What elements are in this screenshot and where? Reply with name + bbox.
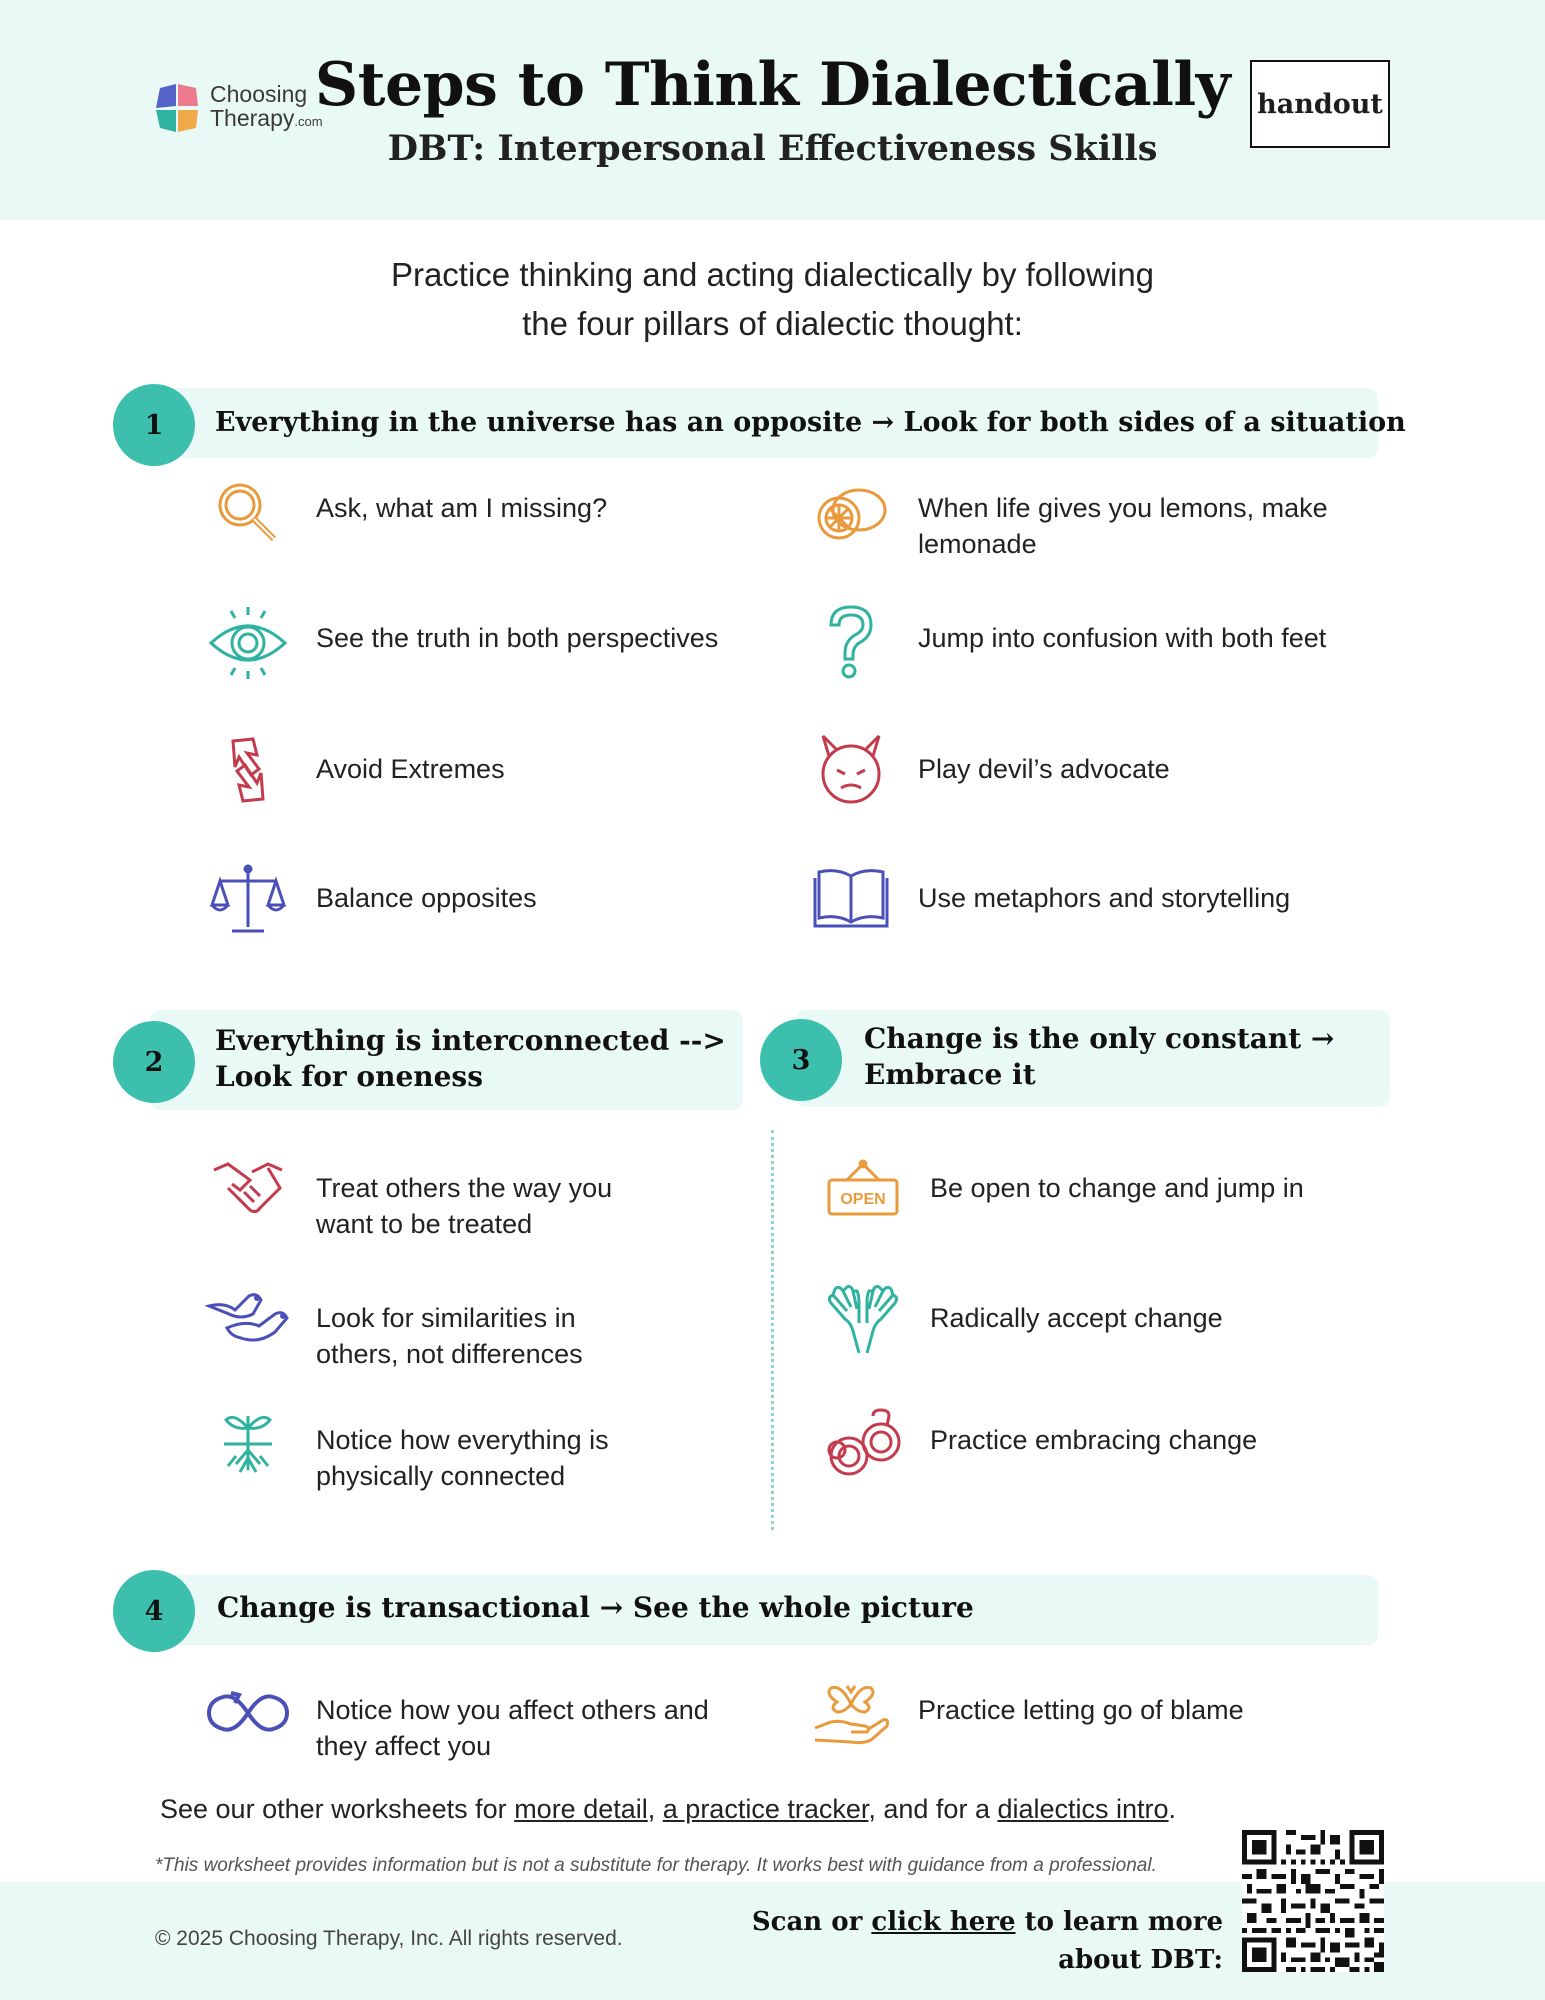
item-text (918, 490, 1358, 562)
scan-line-2: about DBT: (1058, 1945, 1223, 1975)
item-text (316, 1422, 696, 1494)
item-text: Practice letting go of blame (918, 1695, 1244, 1725)
links-suffix: . (1168, 1794, 1177, 1824)
question-mark-icon (808, 598, 894, 684)
scan-cta (752, 1903, 1223, 1979)
column-divider (771, 1130, 774, 1530)
intro-line-2: the four pillars of dialectic thought: (522, 305, 1023, 342)
item-text-line-2: want to be treated (316, 1209, 533, 1239)
scan-suffix: to learn more (1015, 1907, 1223, 1937)
dialectics-intro-link[interactable]: dialectics intro (997, 1794, 1169, 1824)
practice-tracker-link[interactable]: a practice tracker (662, 1794, 869, 1824)
item-text-line-1: Look for similarities in (316, 1303, 576, 1333)
links-sep: , and for a (868, 1794, 998, 1824)
section-3-heading-line-1: Change is the only constant → (864, 1022, 1335, 1055)
section-4-heading: Change is transactional → See the whole picture (217, 1591, 974, 1624)
item-text: Avoid Extremes (316, 754, 505, 784)
qr-code-icon[interactable] (1242, 1830, 1384, 1972)
logo-line-1: Choosing (210, 81, 308, 107)
logo-mark-icon (152, 82, 202, 134)
item-text: Be open to change and jump in (930, 1173, 1304, 1203)
logo-line-2: Therapy (210, 105, 295, 131)
open-hands-icon (820, 1278, 906, 1364)
section-4-number: 4 (113, 1570, 195, 1652)
item-text-line-2: they affect you (316, 1731, 492, 1761)
intro-line-1: Practice thinking and acting dialectically by following (390, 256, 1155, 293)
logo-com: .com (294, 114, 323, 129)
links-prefix: See our other worksheets for (160, 1794, 515, 1824)
devil-face-icon (808, 727, 894, 813)
item-text (316, 1170, 696, 1242)
disclaimer-text: *This worksheet provides information but is not a substitute for therapy. It works best with guidance from a professional. (155, 1855, 1157, 1876)
magnifying-glass-icon (205, 470, 291, 556)
page-subtitle: DBT: Interpersonal Effectiveness Skills (387, 128, 1158, 169)
choosing-therapy-logo[interactable] (152, 82, 323, 134)
infinity-loop-icon (205, 1670, 291, 1756)
sprout-roots-icon (205, 1400, 291, 1486)
item-text: Jump into confusion with both feet (918, 623, 1327, 653)
doves-icon (205, 1278, 291, 1364)
handout-badge: handout (1250, 60, 1390, 148)
page-title: Steps to Think Dialectically (314, 50, 1231, 120)
section-2-heading-line-1: Everything is interconnected --> (215, 1024, 726, 1057)
item-text: Radically accept change (930, 1303, 1223, 1333)
arrows-icon (205, 727, 291, 813)
item-text (316, 1692, 756, 1764)
section-3-heading-line-2: Embrace it (864, 1058, 1036, 1091)
section-1-number: 1 (113, 384, 195, 466)
section-3-heading (864, 1021, 1334, 1093)
item-text-line-1: Notice how everything is (316, 1425, 609, 1455)
item-text: See the truth in both perspectives (316, 623, 719, 653)
copyright-text: © 2025 Choosing Therapy, Inc. All rights reserved. (155, 1927, 623, 1950)
links-sep: , (647, 1794, 663, 1824)
item-text: Balance opposites (316, 883, 537, 913)
item-text: Practice embracing change (930, 1425, 1258, 1455)
section-2-heading-line-2: Look for oneness (215, 1060, 483, 1093)
item-text: Ask, what am I missing? (316, 493, 608, 523)
open-sign-icon (820, 1148, 906, 1234)
item-text-line-1: When life gives you lemons, make (918, 493, 1328, 523)
section-2-heading (215, 1023, 726, 1095)
open-book-icon (808, 856, 894, 942)
item-text-line-2: others, not differences (316, 1339, 583, 1369)
item-text-line-1: Notice how you affect others and (316, 1695, 709, 1725)
lemon-icon (808, 470, 894, 556)
intro-text (300, 250, 1245, 348)
handshake-icon (205, 1148, 291, 1234)
item-text-line-2: physically connected (316, 1461, 566, 1491)
eye-icon (205, 598, 291, 684)
butterfly-hand-icon (808, 1670, 894, 1756)
item-text: Play devil’s advocate (918, 754, 1170, 784)
click-here-link[interactable]: click here (871, 1907, 1016, 1937)
item-text-line-2: lemonade (918, 529, 1037, 559)
other-worksheets-line (160, 1794, 1260, 1825)
item-text (316, 1300, 696, 1372)
scale-icon (205, 856, 291, 942)
weights-icon (820, 1400, 906, 1486)
more-detail-link[interactable]: more detail (514, 1794, 648, 1824)
section-1-heading: Everything in the universe has an opposite → Look for both sides of a situation (215, 407, 1406, 438)
scan-prefix: Scan or (751, 1907, 872, 1937)
section-2-number: 2 (113, 1021, 195, 1103)
open-sign-text: OPEN (840, 1191, 886, 1208)
item-text: Use metaphors and storytelling (918, 883, 1291, 913)
section-3-number: 3 (760, 1019, 842, 1101)
item-text-line-1: Treat others the way you (316, 1173, 613, 1203)
